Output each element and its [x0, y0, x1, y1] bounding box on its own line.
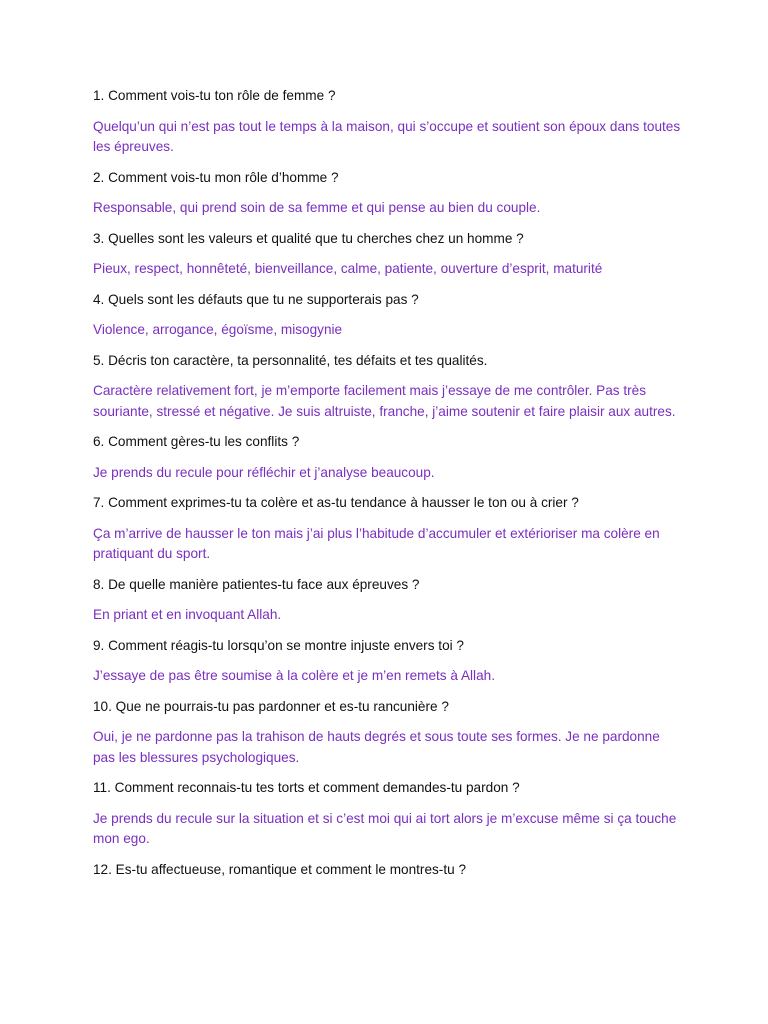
answer-7: Ça m’arrive de hausser le ton mais j’ai plus l’habitude d’accumuler et extérioriser ma colère en pratiquant du sport.: [93, 525, 660, 561]
question-8: 8. De quelle manière patientes-tu face aux épreuves ?: [93, 576, 420, 592]
qa-item-3: [93, 229, 683, 280]
question-4: 4. Quels sont les défauts que tu ne supporterais pas ?: [93, 291, 419, 307]
qa-item-7: [93, 493, 683, 565]
answer-1: Quelqu’un qui n’est pas tout le temps à la maison, qui s’occupe et soutient son époux dans toutes les épreuves.: [93, 118, 681, 154]
qa-item-12: [93, 860, 683, 881]
qa-item-4: [93, 290, 683, 341]
answer-6: Je prends du recule pour réfléchir et j’analyse beaucoup.: [93, 464, 435, 480]
qa-item-11: [93, 778, 683, 850]
answer-8: En priant et en invoquant Allah.: [93, 607, 282, 622]
answer-10: Oui, je ne pardonne pas la trahison de hauts degrés et sous toute ses formes. Je ne pardonne pas les blessures psychologiques.: [93, 729, 660, 765]
question-12: 12. Es-tu affectueuse, romantique et comment le montres-tu ?: [93, 861, 467, 877]
answer-5: Caractère relativement fort, je m’emporte facilement mais j’essaye de me contrôler. Pas très souriante, stressé et négative. Je suis altruiste, franche, j’aime soutenir et faire plaisir aux autres.: [93, 383, 676, 419]
qa-item-8: [93, 575, 683, 626]
answer-2: Responsable, qui prend soin de sa femme et qui pense au bien du couple.: [93, 200, 541, 215]
question-3: 3. Quelles sont les valeurs et qualité que tu cherches chez un homme ?: [93, 230, 524, 246]
answer-11: Je prends du recule sur la situation et si c’est moi qui ai tort alors je m’excuse même si ça touche mon ego.: [93, 810, 677, 846]
qa-item-10: [93, 697, 683, 769]
question-11: 11. Comment reconnais-tu tes torts et comment demandes-tu pardon ?: [93, 780, 520, 795]
answer-4: Violence, arrogance, égoïsme, misogynie: [93, 322, 343, 337]
question-2: 2. Comment vois-tu mon rôle d’homme ?: [93, 169, 339, 185]
document-page: [93, 86, 683, 890]
qa-item-9: [93, 636, 683, 687]
question-5: 5. Décris ton caractère, ta personnalité, tes défaits et tes qualités.: [93, 352, 488, 368]
question-9: 9. Comment réagis-tu lorsqu’on se montre injuste envers toi ?: [93, 637, 464, 653]
qa-item-2: [93, 168, 683, 219]
qa-item-1: [93, 86, 683, 158]
question-7: 7. Comment exprimes-tu ta colère et as-tu tendance à hausser le ton ou à crier ?: [93, 495, 579, 510]
question-1: 1. Comment vois-tu ton rôle de femme ?: [93, 88, 336, 103]
question-6: 6. Comment gères-tu les conflits ?: [93, 434, 300, 449]
answer-3: Pieux, respect, honnêteté, bienveillance, calme, patiente, ouverture d’esprit, maturité: [93, 261, 603, 276]
answer-9: J’essaye de pas être soumise à la colère et je m’en remets à Allah.: [93, 668, 495, 683]
qa-item-6: [93, 432, 683, 483]
qa-item-5: [93, 351, 683, 423]
question-10: 10. Que ne pourrais-tu pas pardonner et es-tu rancunière ?: [93, 698, 449, 714]
